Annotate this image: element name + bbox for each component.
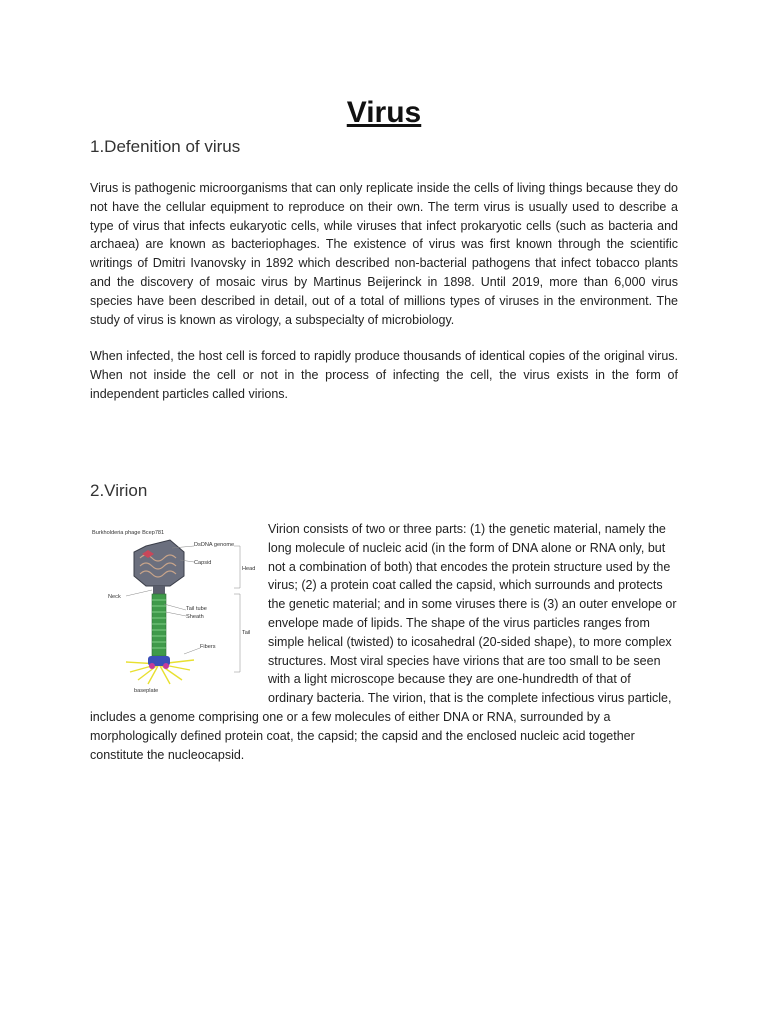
figure-caption: Burkholderia phage Bcep781 [92,530,165,536]
section-heading-definition: 1.Defenition of virus [90,137,241,156]
phage-head [134,540,184,586]
label-baseplate: baseplate [134,688,159,694]
label-neck: Neck [108,594,121,600]
label-capsid: Capsid [194,560,212,566]
label-tail-tube: Tail tube [186,606,207,612]
virion-section [90,520,678,764]
phage-baseplate [148,656,170,669]
virion-paragraph: Virion consists of two or three parts: (1) the genetic material, namely the long molecule of nucleic acid (in the form of DNA alone or RNA only, but not a combination of both) that encodes the protein structure used by the virus; (2) a protein coat called the capsid, which surrounds and protects the genetic material; and in some viruses there is (3) an outer envelope or envelope made of lipids. The shape of the virus particles ranges from simple helical (twisted) to icosahedral (20-sided shape), to more complex structures. Most viral species have virions that are too small to be seen with a light microscope because they are one-hundredth of that of ordinary bacteria. The virion, that is the complete infectious virus particle, includes a genome comprising one or a few molecules of either DNA or RNA, surrounded by a morphologically defined protein coat, the capsid; the capsid and the enclosed nucleic acid together constitute the nucleocapsid. [90,522,677,762]
page-title: Virus [346,96,422,129]
label-dsdna-genome: DsDNA genome [194,542,235,548]
label-head: Head [242,566,256,572]
phage-tail-sheath [152,594,166,656]
label-fibers: Fibers [200,644,216,650]
label-tail: Tail [242,630,251,636]
section-heading-virion: 2.Virion [90,481,148,500]
phage-diagram [90,524,260,696]
label-sheath: Sheath [186,614,204,620]
definition-paragraph-2: When infected, the host cell is forced to rapidly produce thousands of identical copies of the original virus. When not inside the cell or not in the process of infecting the cell, the virus exists in the form of independent particles called virions. [90,349,678,401]
phage-neck [153,586,165,594]
definition-paragraph-1: Virus is pathogenic microorganisms that can only replicate inside the cells of living things because they do not have the cellular equipment to reproduce on their own. The term virus is usually used to describe a type of virus that infects eukaryotic cells, while viruses that infect prokaryotic cells (such as bacteria and archaea) are known as bacteriophages. The existence of virus was first known through the scientific writings of Dmitri Ivanovsky in 1892 which described non-bacterial pathogens that infect tobacco plants and the discovery of mosaic virus by Martinus Beijerinck in 1898. Until 2019, more than 6,000 virus species have been described in detail, out of a total of millions types of viruses in the environment. The study of virus is known as virology, a subspecialty of microbiology. [90,181,678,327]
phage-diagram-svg [90,524,260,696]
